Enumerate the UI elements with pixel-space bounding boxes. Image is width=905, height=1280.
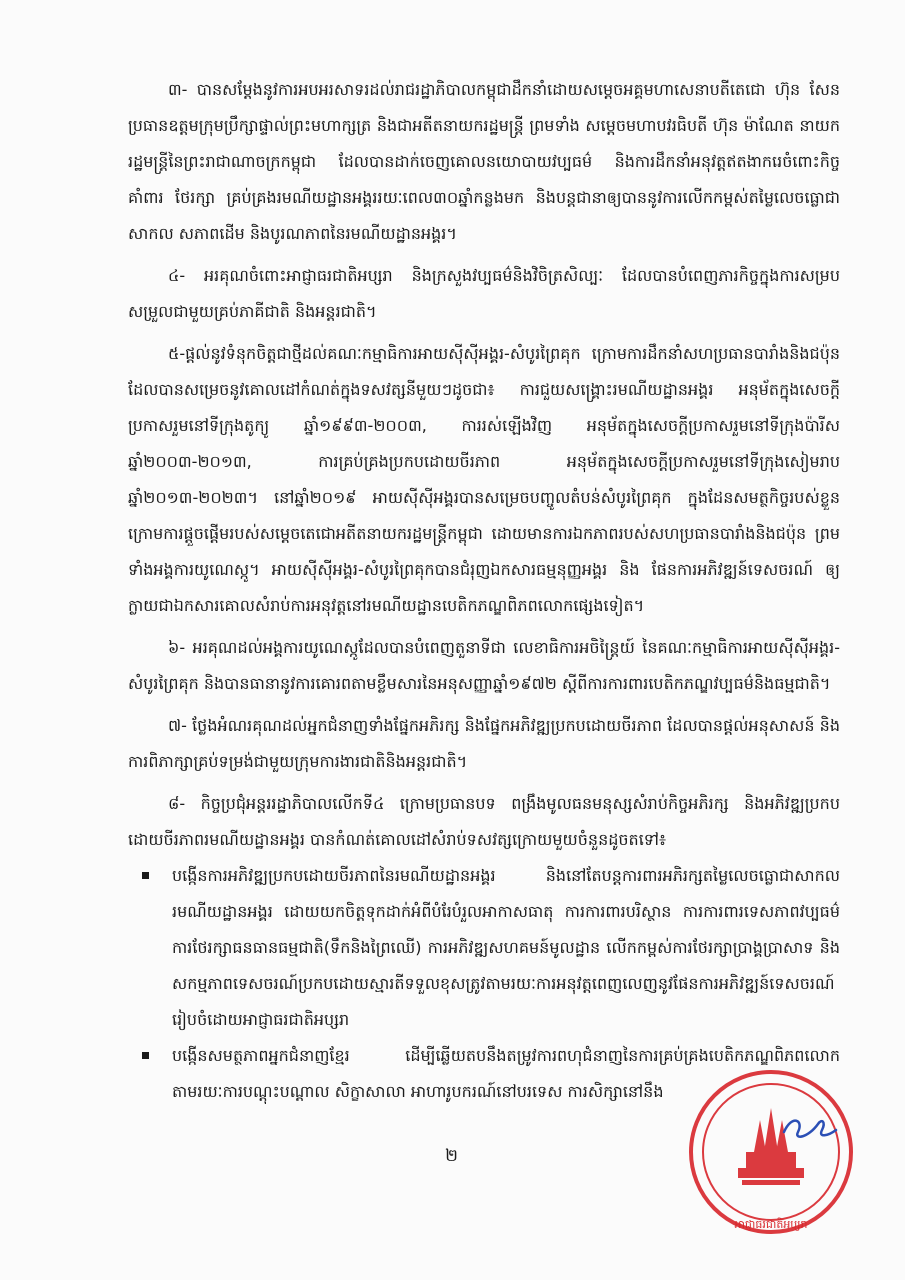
paragraph-8: ៨- កិច្ចប្រជុំអន្តររដ្ឋាភិបាលលើកទី៤ ក្រោមប្រធានបទ ពង្រឹងមូលធនមនុស្សសំរាប់កិច្ចអភិរក្ស និងអភិវឌ្ឍប្រកបដោយចីរភាពរមណីយដ្ឋានអង្គរ បានកំណត់គោលដៅសំរាប់ទសវត្សក្រោយមួយចំនួនដូចតទៅ៖ (128, 794, 840, 849)
paragraph-4: ៤- អរគុណចំពោះអាជ្ញាធរជាតិអប្សរា និងក្រសួងវប្បធម៌និងវិចិត្រសិល្បៈ ដែលបានបំពេញភារកិច្ចក្នុងការសម្របសម្រួលជាមួយគ្រប់ភាគីជាតិ និងអន្តរជាតិ។ (128, 266, 840, 321)
paragraph-3: ៣- បានសម្តែងនូវការអបអរសាទរដល់រាជរដ្ឋាភិបាលកម្ពុជាដឹកនាំដោយសម្តេចអគ្គមហាសេនាបតីតេជោ ហ៊ុន សែន ប្រធានឧត្តមក្រុមប្រឹក្សាផ្ទាល់ព្រះមហាក្សត្រ និងជាអតីតនាយករដ្ឋមន្ត្រី ព្រមទាំង សម្តេចមហាបវរធិបតី ហ៊ុន ម៉ាណែត នាយករដ្ឋមន្ត្រីនៃព្រះរាជាណាចក្រកម្ពុជា ដែលបានដាក់ចេញគោលនយោបាយវប្បធម៌ និងការដឹកនាំអនុវត្តឥតងាករេចំពោះកិច្ចគាំពារ ថែរក្សា គ្រប់គ្រងរមណីយដ្ឋានអង្គររយៈពេល៣០ឆ្នាំកន្លងមក និងបន្តជានាឲ្យបាននូវការលើកកម្ពស់តម្លៃលេចធ្លោជាសាកល សភាពដើម និងបូរណភាពនៃរមណីយដ្ឋានអង្គរ។ (128, 80, 840, 243)
square-bullet-icon (142, 872, 149, 879)
paragraph-7: ៧- ថ្លែងអំណរគុណដល់អ្នកជំនាញទាំងផ្នែកអភិរក្ស និងផ្នែកអភិវឌ្ឍប្រកបដោយចីរភាព ដែលបានផ្តល់អនុសាសន៍ និងការពិភាក្សាគ្រប់ទម្រង់ជាមួយក្រុមការងារជាតិនិងអន្តរជាតិ។ (128, 716, 840, 771)
paragraph-6: ៦- អរគុណដល់អង្គការយូណេស្កូដែលបានបំពេញតួនាទីជា លេខាធិការអចិន្ត្រៃយ៍ នៃគណៈកម្មាធិការអាយស៊ីស៊ីអង្គរ-សំបូរព្រៃគុក និងបានធានានូវការគោរពតាមខ្លឹមសារនៃអនុសញ្ញាឆ្នាំ១៩៧២ ស្តីពីការការពារបេតិកភណ្ឌវប្បធម៌និងធម្មជាតិ។ (128, 638, 840, 693)
list-item-text: បង្កើនសមត្ថភាពអ្នកជំនាញខ្មែរ ដើម្បីឆ្លើយតបនឹងតម្រូវការពហុជំនាញនៃការគ្រប់គ្រងបេតិកភណ្ឌពិភពលោកតាមរយៈការបណ្តុះបណ្តាល សិក្ខាសាលា អាហារូបករណ៍នៅបរទេស ការសិក្សានៅនឹង (172, 1046, 840, 1101)
paragraph-5: ៥-ផ្តល់នូវទំនុកចិត្តជាថ្មីដល់គណៈកម្មាធិការអាយស៊ីស៊ីអង្គរ-សំបូរព្រៃគុក ក្រោមការដឹកនាំសហប្រធានបារាំងនិងជប៉ុន ដែលបានសម្រេចនូវគោលដៅកំណត់ក្នុងទសវត្សនីមួយៗដូចជា៖ ការជួយសង្គ្រោះរមណីយដ្ឋានអង្គរ អនុម័តក្នុងសេចក្តីប្រកាសរួមនៅទីក្រុងតូក្យូ ឆ្នាំ១៩៩៣-២០០៣, ការរស់ឡើងវិញ អនុម័តក្នុងសេចក្តីប្រកាសរួមនៅទីក្រុងប៉ារីស ឆ្នាំ២០០៣-២០១៣, ការគ្រប់គ្រងប្រកបដោយចីរភាព អនុម័តក្នុងសេចក្តីប្រកាសរួមនៅទីក្រុងសៀមរាប ឆ្នាំ២០១៣-២០២៣។ នៅឆ្នាំ២០១៩ អាយស៊ីស៊ីអង្គរបានសម្រេចបញ្ចូលតំបន់សំបូរព្រៃគុក ក្នុងដែនសមត្ថកិច្ចរបស់ខ្លួនក្រោមការផ្តួចផ្តើមរបស់សម្តេចតេជោអតីតនាយករដ្ឋមន្ត្រីកម្ពុជា ដោយមានការឯកភាពរបស់សហប្រធានបារាំងនិងជប៉ុន ព្រមទាំងអង្គការយូណេស្កូ។ អាយស៊ីស៊ីអង្គរ-សំបូរព្រៃគុកបានជំរុញឯកសារធម្មនុញ្ញអង្គរ និង ផែនការអភិវឌ្ឍន៍ទេសចរណ៍ ឲ្យក្លាយជាឯកសារគោលសំរាប់ការអនុវត្តនៅរមណីយដ្ឋានបេតិកភណ្ឌពិភពលោកផ្សេងទៀត។ (128, 344, 840, 615)
seal-ring-text: អាជ្ញាធរជាតិអប្សរា (734, 1218, 808, 1231)
signature-mark (784, 1121, 836, 1137)
square-bullet-icon (142, 1052, 149, 1059)
document-body (128, 72, 840, 1110)
page-number: ២ (445, 1146, 460, 1166)
official-seal-stamp (676, 1060, 866, 1240)
list-item (128, 858, 840, 1038)
list-item-text: បង្កើនការអភិវឌ្ឍប្រកបដោយចីរភាពនៃរមណីយដ្ឋានអង្គរ និងនៅតែបន្តការពារអភិរក្សតម្លៃលេចធ្លោជាសាកលរមណីយដ្ឋានអង្គរ ដោយយកចិត្តទុកដាក់អំពីបំរែបំរួលអាកាសធាតុ ការការពារបរិស្ថាន ការការពារទេសភាពវប្បធម៌ ការថែរក្សាធនធានធម្មជាតិ(ទឹកនិងព្រៃឈើ) ការអភិវឌ្ឍសហគមន៍មូលដ្ឋាន លើកកម្ពស់ការថែរក្សាប្រាង្គប្រាសាទ និងសកម្មភាពទេសចរណ៍ប្រកបដោយស្មារតីទទួលខុសត្រូវតាមរយៈការអនុវត្តពេញលេញនូវផែនការអភិវឌ្ឍន៍ទេសចរណ៍រៀបចំដោយអាជ្ញាធរជាតិអប្សរា (172, 866, 840, 1029)
